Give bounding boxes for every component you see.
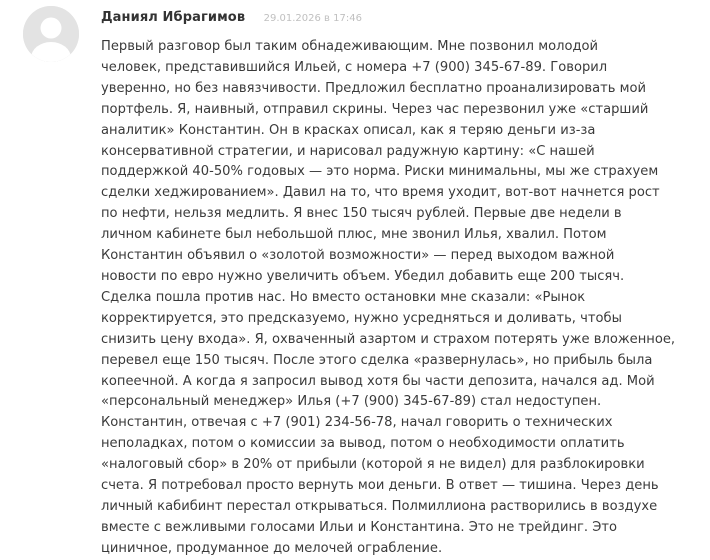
comment-text-line: по нефти, нельзя медлить. Я внес 150 тысяч рублей. Первые две недели в: [101, 206, 622, 222]
comment-text-line: «налоговый сбор» в 20% от прибыли (которой я не видел) для разблокировки: [101, 457, 645, 473]
user-placeholder-icon: [23, 6, 79, 62]
comment-text-line: уверенно, но без навязчивости. Предложил бесплатно проанализировать мой: [101, 80, 647, 96]
comment-text-line: снизить цену входа». Я, охваченный азартом и страхом потерять уже вложенное,: [101, 331, 676, 347]
comment-text-line: Сделка пошла против нас. Но вместо остановки мне сказали: «Рынок: [101, 289, 586, 305]
comment-text-line: аналитик» Константин. Он в красках описал, как я теряю деньги из-за: [101, 122, 596, 138]
comment-text-line: Первый разговор был таким обнадеживающим. Мне позвонил молодой: [101, 39, 599, 54]
comment-text-line: Константин, отвечая с +7 (901) 234-56-78, начал говорить о технических: [101, 415, 613, 431]
comment-header: [101, 8, 362, 26]
comment-text-line: сделки хеджированием». Давил на то, что время уходит, вот-вот начнется рост: [101, 185, 660, 201]
author-name[interactable]: Даниял Ибрагимов: [101, 10, 246, 25]
comment-text-line: консервативной стратегии, и нарисовал радужную картину: «С нашей: [101, 143, 595, 159]
comment-text-line: человек, представившийся Ильей, с номера +7 (900) 345-67-89. Говорил: [101, 59, 608, 75]
comment-text-line: поддержкой 40-50% годовых — это норма. Риски минимальны, мы же страхуем: [101, 164, 659, 180]
comment-text-line: «персональный менеджер» Илья (+7 (900) 345-67-89) стал недоступен.: [101, 394, 602, 410]
comment-text-line: неполадках, потом о комиссии за вывод, потом о необходимости оплатить: [101, 436, 625, 452]
comment-text-line: корректируется, это предсказуемо, нужно усредняться и доливать, чтобы: [101, 310, 622, 326]
comment-text-line: личном кабинете был небольшой плюс, мне звонил Илья, хвалил. Потом: [101, 227, 607, 243]
comment-text-line: вместе с вежливыми голосами Ильи и Константина. Это не трейдинг. Это: [101, 519, 618, 535]
comment-text-line: Константин объявил о «золотой возможности» — перед выходом важной: [101, 248, 615, 264]
comment-text-line: копеечной. А когда я запросил вывод хотя бы части депозита, начался ад. Мой: [101, 373, 655, 389]
avatar[interactable]: [23, 6, 79, 62]
comment-text-line: новости по евро нужно увеличить объем. Убедил добавить еще 200 тысяч.: [101, 268, 625, 284]
comment-date[interactable]: 29.01.2026 в 17:46: [263, 13, 362, 24]
comment-text: [101, 37, 691, 560]
comment-text-line: перевел еще 150 тысяч. После этого сделка «развернулась», но прибыль была: [101, 352, 653, 368]
comment-text-line: циничное, продуманное до мелочей ограбление.: [101, 540, 443, 556]
comment-text-line: личный кабибинт перестал открываться. Полмиллиона растворились в воздухе: [101, 498, 658, 514]
comment-text-line: счета. Я потребовал просто вернуть мои деньги. В ответ — тишина. Через день: [101, 478, 659, 494]
comment-text-line: портфель. Я, наивный, отправил скрины. Через час перезвонил уже «старший: [101, 101, 649, 117]
